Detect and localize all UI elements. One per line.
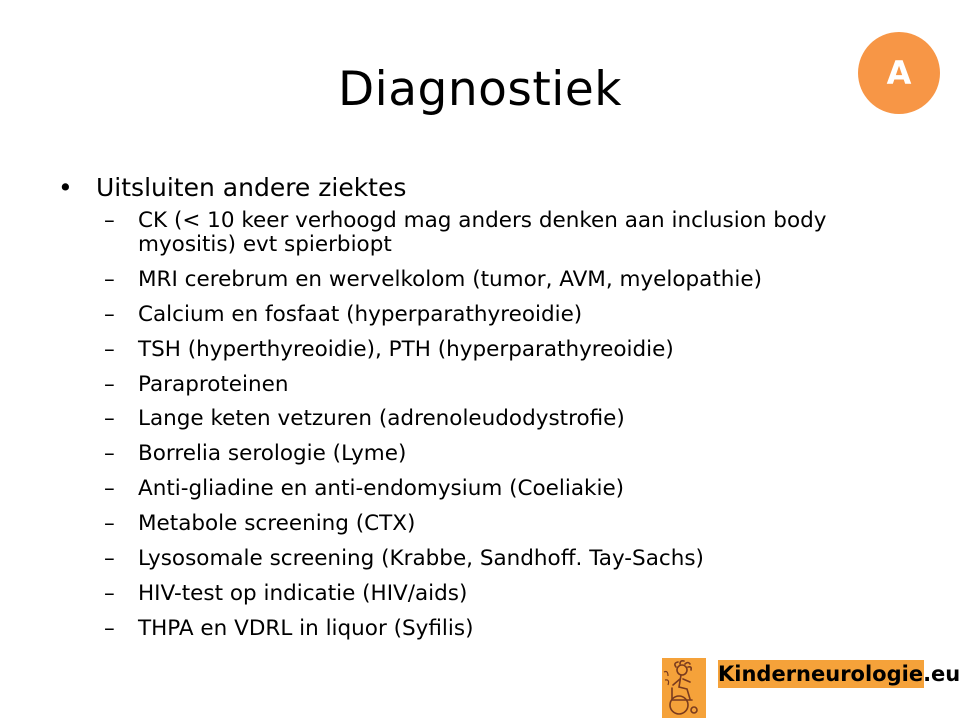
sub-bullet-list bbox=[104, 209, 904, 652]
list-item-text: Lysosomale screening (Krabbe, Sandhoff. Tay-Sachs) bbox=[138, 546, 704, 572]
list-item-text: Metabole screening (CTX) bbox=[138, 511, 416, 537]
list-item-text: HIV-test op indicatie (HIV/aids) bbox=[138, 580, 468, 606]
kinderneurologie-logo[interactable] bbox=[662, 658, 960, 718]
bullet-symbol: • bbox=[58, 173, 73, 202]
list-item-text: Calcium en fosfaat (hyperparathyreoidie) bbox=[138, 301, 583, 327]
list-item bbox=[104, 547, 904, 571]
child-wheelchair-logo-icon bbox=[662, 658, 706, 718]
list-item bbox=[104, 268, 904, 292]
dash-symbol: – bbox=[104, 476, 115, 502]
dash-symbol: – bbox=[104, 266, 115, 292]
list-item-text: MRI cerebrum en wervelkolom (tumor, AVM, myelopathie) bbox=[138, 266, 763, 292]
dash-symbol: – bbox=[104, 406, 115, 432]
list-item-text: TSH (hyperthyreoidie), PTH (hyperparathyreoidie) bbox=[138, 336, 674, 362]
list-item bbox=[104, 512, 904, 536]
main-bullet bbox=[58, 172, 406, 204]
section-badge bbox=[858, 32, 940, 114]
list-item bbox=[104, 338, 904, 362]
list-item bbox=[104, 442, 904, 466]
list-item bbox=[104, 617, 904, 641]
dash-symbol: – bbox=[104, 301, 115, 327]
list-item bbox=[104, 582, 904, 606]
list-item-text: Lange keten vetzuren (adrenoleudodystrofie) bbox=[138, 406, 625, 432]
list-item bbox=[104, 407, 904, 431]
list-item-text: THPA en VDRL in liquor (Syfilis) bbox=[138, 615, 474, 641]
logo-text: Kinderneurologie.eu bbox=[718, 662, 960, 686]
dash-symbol: – bbox=[104, 371, 115, 397]
list-item bbox=[104, 303, 904, 327]
slide-title: Diagnostiek bbox=[337, 62, 623, 117]
dash-symbol: – bbox=[104, 615, 115, 641]
dash-symbol: – bbox=[104, 336, 115, 362]
list-item bbox=[104, 477, 904, 501]
dash-symbol: – bbox=[104, 441, 115, 467]
dash-symbol: – bbox=[104, 208, 115, 233]
badge-label: A bbox=[886, 54, 912, 92]
list-item bbox=[104, 209, 904, 257]
dash-symbol: – bbox=[104, 546, 115, 572]
list-item-text: Paraproteinen bbox=[138, 371, 289, 397]
list-item-text: Borrelia serologie (Lyme) bbox=[138, 441, 407, 467]
list-item bbox=[104, 373, 904, 397]
dash-symbol: – bbox=[104, 511, 115, 537]
list-item-text: Anti-gliadine en anti-endomysium (Coeliakie) bbox=[138, 476, 625, 502]
list-item-text: CK (< 10 keer verhoogd mag anders denken aan inclusion body myositis) evt spierbiopt bbox=[138, 208, 827, 257]
dash-symbol: – bbox=[104, 580, 115, 606]
main-bullet-text: Uitsluiten andere ziektes bbox=[96, 173, 407, 202]
